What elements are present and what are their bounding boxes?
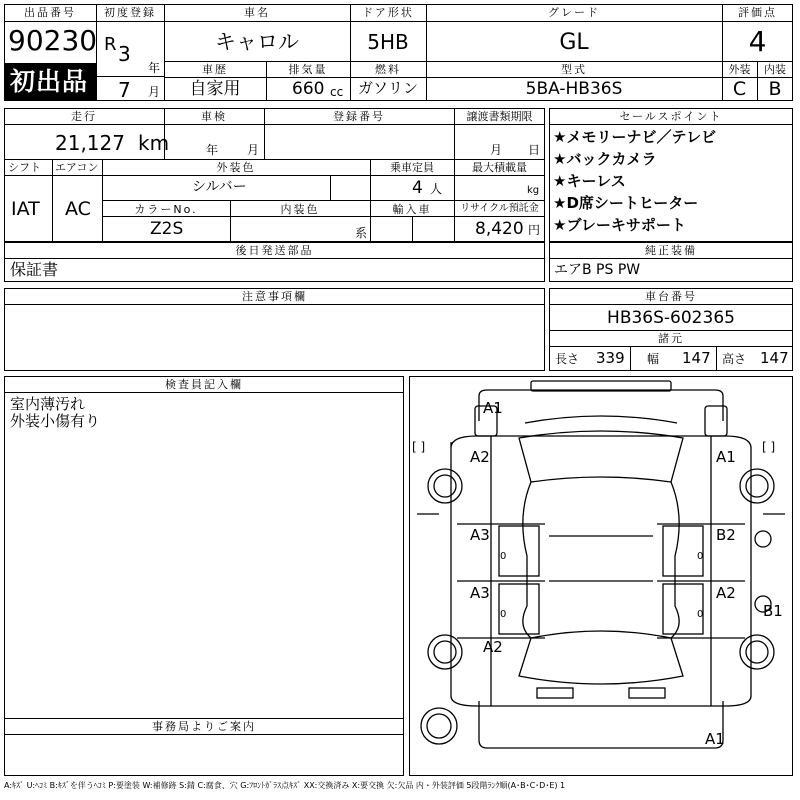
sales-point-3: ★キーレス <box>553 172 626 190</box>
inspector-line-2: 外装小傷有り <box>10 412 101 430</box>
reg-month-unit: 月 <box>148 85 161 99</box>
chassis-number: HB36S-602365 <box>607 308 735 328</box>
color-no-label: カラーNo. <box>134 203 198 216</box>
shift-label: シフト <box>8 161 41 174</box>
int-color-unit: 系 <box>355 226 368 240</box>
first-listing-text: 初出品 <box>10 67 89 96</box>
equipment-value: エアB PS PW <box>554 262 641 278</box>
mileage-label: 走行 <box>71 110 97 123</box>
car-diagram <box>409 376 793 776</box>
door-label: ドア形状 <box>362 6 414 19</box>
sales-point-1: ★メモリーナビ／テレビ <box>553 128 717 146</box>
office-label: 事務局よりご案内 <box>152 720 256 733</box>
legend: A:ｷｽﾞ U:ﾍｺﾐ B:ｷｽﾞを伴うﾍｺﾐ P:要塗装 W:補修跡 S:錆 C:腐食、穴 G:ﾌﾛﾝﾄｶﾞﾗｽ点ｷｽﾞ XX:交換済み X:要交換 欠:欠品 内・外装評価 5段階ﾗﾝｸ順(A･B･C･D･E) 1 <box>4 781 566 790</box>
model-label: 型式 <box>561 63 587 76</box>
sales-points-label: セールスポイント <box>619 110 723 123</box>
recycle: 8,420 <box>475 219 524 239</box>
lot-number: 90230 <box>8 24 98 57</box>
mark-front-bumper: A1 <box>483 399 503 417</box>
notes-label: 注意事項欄 <box>242 290 307 303</box>
interior-label: 内装 <box>764 63 786 76</box>
height-label: 高さ <box>722 352 747 366</box>
bracket-right: [ ] <box>762 440 776 454</box>
ac-label: エアコン <box>55 161 99 174</box>
mark-front-left-fender: A2 <box>470 448 490 466</box>
displacement: 660 <box>292 79 325 99</box>
reg-no-label: 登録番号 <box>333 110 385 123</box>
later-parts-label: 後日発送部品 <box>235 244 314 257</box>
later-parts: 保証書 <box>10 260 59 279</box>
color-no: Z2S <box>150 219 184 239</box>
dims-label: 諸元 <box>658 332 684 345</box>
recycle-label: リサイクル預託金 <box>460 203 539 214</box>
score: 4 <box>748 25 767 58</box>
length-label: 長さ <box>555 352 580 366</box>
inspector-label: 検査員記入欄 <box>165 378 243 391</box>
mark-rear-left-quarter: A2 <box>483 638 503 656</box>
mileage-unit: km <box>138 131 170 155</box>
transfer-day-unit: 日 <box>528 143 541 157</box>
mark-front-right-fender: A1 <box>716 448 736 466</box>
reg-year: 3 <box>118 42 131 66</box>
mark-right-front-door: B2 <box>716 526 736 544</box>
fuel-label: 燃料 <box>375 63 401 76</box>
capacity: 4 <box>412 178 423 198</box>
mileage: 21,127 <box>55 131 125 155</box>
transfer-label: 譲渡書類期限 <box>466 110 533 123</box>
exterior-label: 外装 <box>728 63 751 76</box>
car-name: キャロル <box>215 30 299 54</box>
reg-month: 7 <box>118 78 131 102</box>
grade: GL <box>559 30 589 55</box>
zero-right-rear: 0 <box>697 609 704 620</box>
inspection-month-unit: 月 <box>247 143 260 157</box>
door-type: 5HB <box>367 30 409 54</box>
displacement-label: 排気量 <box>288 63 328 76</box>
sales-point-2: ★バックカメラ <box>553 150 657 168</box>
model: 5BA-HB36S <box>525 79 623 99</box>
sales-point-4: ★D席シートヒーター <box>553 194 699 212</box>
chassis-label: 車台番号 <box>645 290 697 303</box>
fuel: ガソリン <box>357 79 418 97</box>
zero-left-rear: 0 <box>500 609 507 620</box>
exterior-grade: C <box>732 78 747 100</box>
first-reg-label: 初度登録 <box>104 6 156 19</box>
ac: AC <box>65 198 91 220</box>
load-label: 最大積載量 <box>472 161 527 174</box>
int-color-label: 内装色 <box>280 203 320 216</box>
history-label: 車歴 <box>202 63 228 76</box>
score-label: 評価点 <box>738 6 777 19</box>
mark-right-side-step: B1 <box>763 602 783 620</box>
grade-label: グレード <box>548 6 600 19</box>
recycle-unit: 円 <box>528 223 541 237</box>
car-name-label: 車名 <box>244 6 270 19</box>
displacement-unit: cc <box>330 85 344 99</box>
inspector-frame <box>4 376 404 776</box>
color: シルバー <box>192 179 247 195</box>
capacity-label: 乗車定員 <box>390 161 434 174</box>
mark-left-rear-door: A3 <box>470 584 490 602</box>
length: 339 <box>596 349 625 367</box>
inspector-line-1: 室内薄汚れ <box>10 395 86 413</box>
load-unit: kg <box>527 185 540 196</box>
inspection-label: 車検 <box>201 110 227 123</box>
bracket-left: [ ] <box>412 440 426 454</box>
mark-rear-bumper: A1 <box>705 730 725 748</box>
era: R <box>104 34 117 55</box>
history: 自家用 <box>189 79 241 99</box>
sales-point-5: ★ブレーキサポート <box>553 216 686 234</box>
capacity-unit: 人 <box>430 182 443 196</box>
width: 147 <box>682 349 711 367</box>
zero-right-front: 0 <box>697 551 704 562</box>
interior-grade: B <box>768 78 782 100</box>
width-label: 幅 <box>647 352 660 366</box>
shift: IAT <box>11 198 40 220</box>
mark-left-front-door: A3 <box>470 526 490 544</box>
inspection-year-unit: 年 <box>206 143 219 157</box>
mark-right-rear-door: A2 <box>716 584 736 602</box>
lot-label: 出品番号 <box>24 6 76 19</box>
color-label: 外装色 <box>216 161 256 174</box>
zero-left-front: 0 <box>500 551 507 562</box>
import-label: 輸入車 <box>392 203 432 216</box>
transfer-month-unit: 月 <box>490 143 503 157</box>
equipment-label: 純正装備 <box>645 244 697 257</box>
reg-year-unit: 年 <box>148 61 161 75</box>
height: 147 <box>760 349 789 367</box>
